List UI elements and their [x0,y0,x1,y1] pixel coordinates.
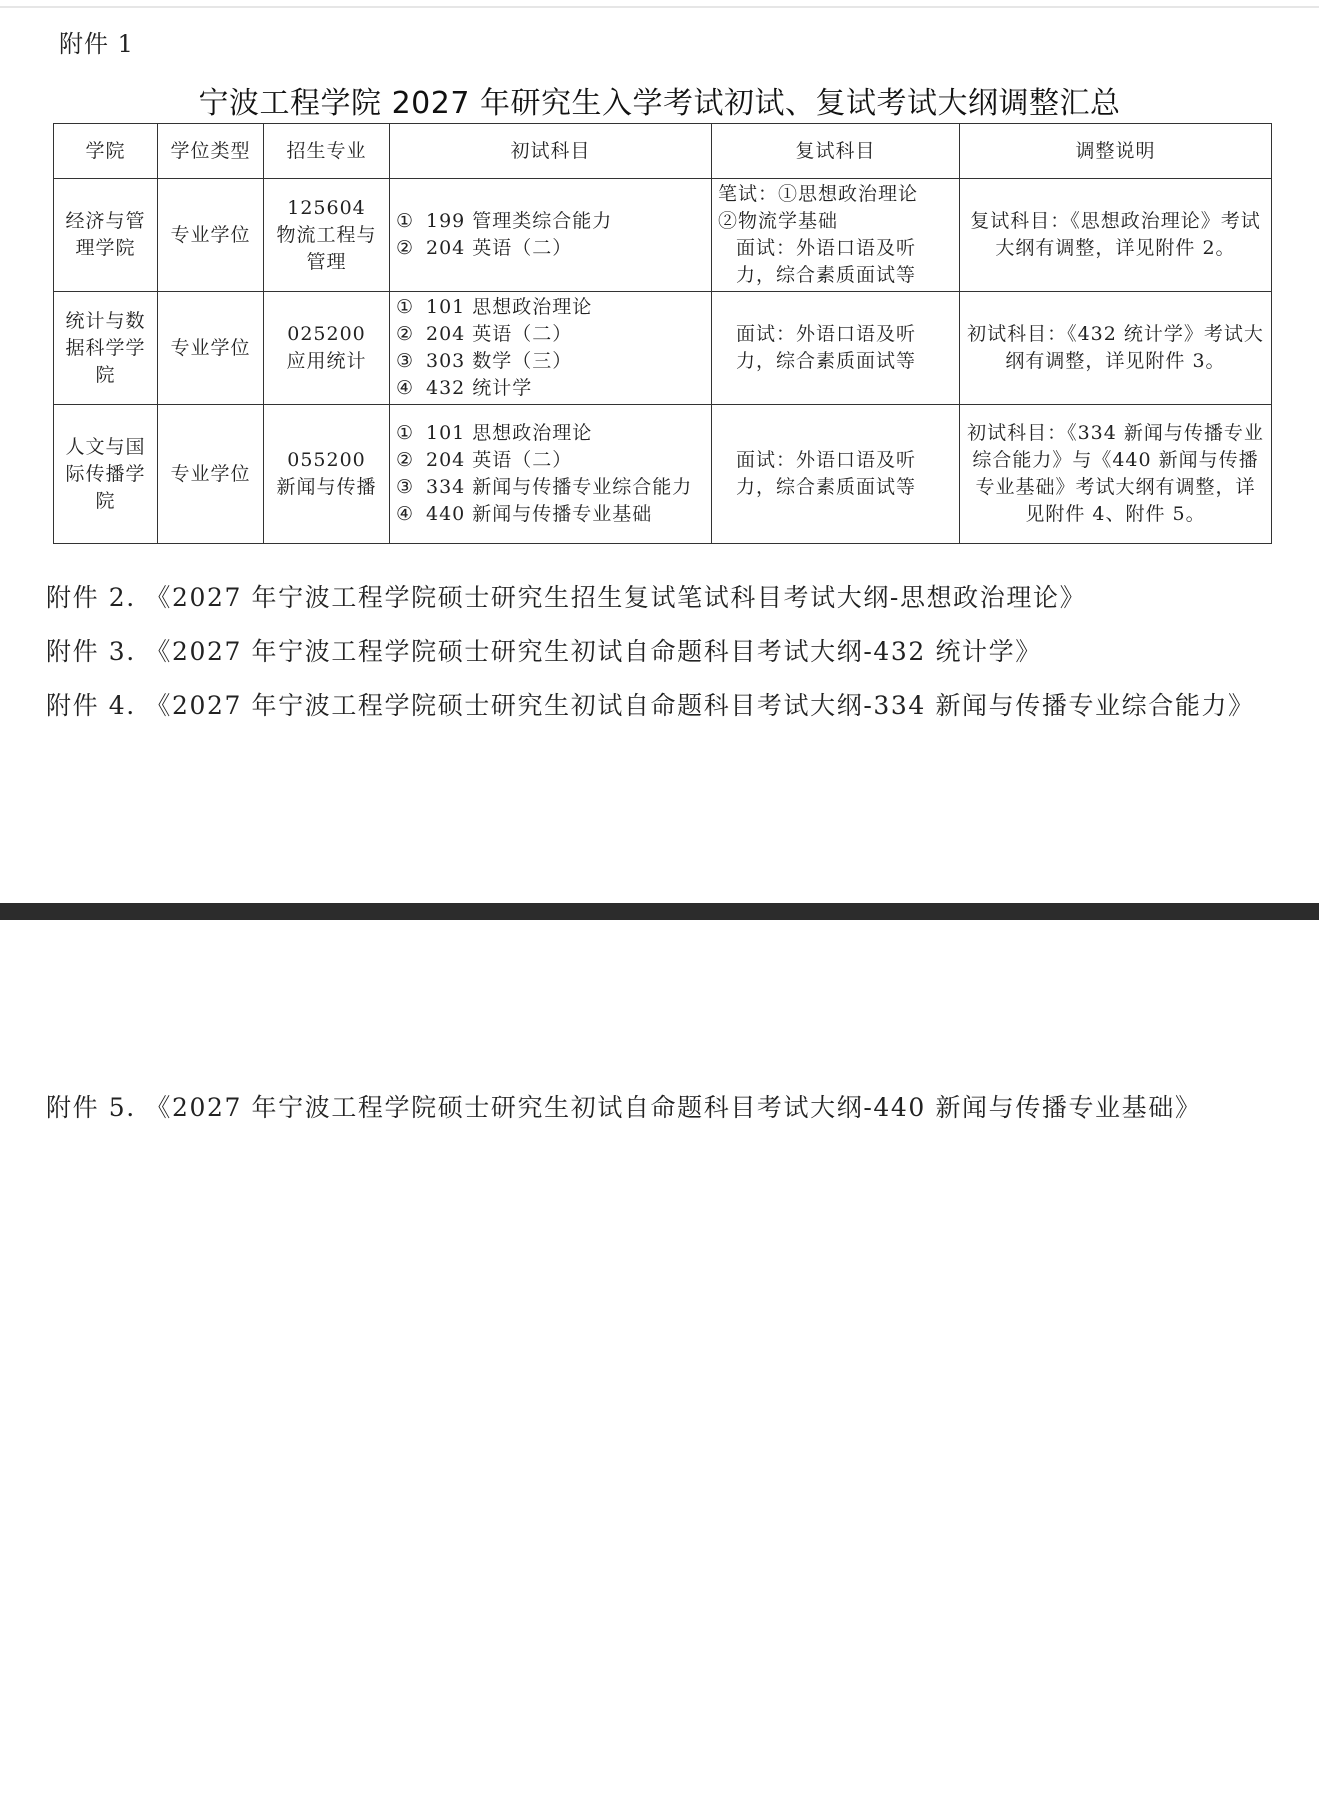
retest-subjects-cell [712,405,960,544]
header-adjustment-note: 调整说明 [960,124,1272,179]
retest-line: 面试：外语口语及听 [736,323,917,345]
table-header-row [54,124,1272,179]
major-code: 025200 [287,323,366,345]
retest-line: 力，综合素质面试等 [736,350,917,372]
retest-line: ②物流学基础 [718,210,839,232]
major-code: 055200 [287,449,366,471]
major-cell [264,179,390,292]
adjustment-summary-table [53,123,1272,544]
attachment-title: 《2027 年宁波工程学院硕士研究生初试自命题科目考试大纲-440 新闻与传播专业基础》 [145,1093,1202,1122]
subject-item: ② 204 英语（二） [396,323,573,345]
document-title: 宁波工程学院 2027 年研究生入学考试初试、复试考试大纲调整汇总 [198,86,1121,121]
attachment-item [46,632,1042,668]
subject-item: ② 204 英语（二） [396,237,573,259]
header-initial-subjects: 初试科目 [390,124,712,179]
initial-subjects-cell [390,405,712,544]
attachment-item [46,686,1255,722]
attachment-title: 《2027 年宁波工程学院硕士研究生招生复试笔试科目考试大纲-思想政治理论》 [145,583,1087,612]
adjustment-note-cell: 初试科目：《334 新闻与传播专业综合能力》与《440 新闻与传播专业基础》考试大纲有调整，详见附件 4、附件 5。 [960,405,1272,544]
degree-type-cell: 专业学位 [158,405,264,544]
subject-item: ① 101 思想政治理论 [396,422,593,444]
adjustment-note-cell: 复试科目：《思想政治理论》考试大纲有调整，详见附件 2。 [960,179,1272,292]
retest-line: 力，综合素质面试等 [736,264,917,286]
header-major: 招生专业 [264,124,390,179]
attachment-label: 附件 2. [46,583,136,612]
retest-line: 面试：外语口语及听 [736,449,917,471]
major-name: 新闻与传播 [276,476,377,498]
attachment-title: 《2027 年宁波工程学院硕士研究生初试自命题科目考试大纲-334 新闻与传播专业综合能力》 [145,691,1255,720]
attachment-item [46,578,1086,614]
table-row [54,405,1272,544]
attachment-label: 附件 3. [46,637,136,666]
table-row [54,179,1272,292]
attachment-title: 《2027 年宁波工程学院硕士研究生初试自命题科目考试大纲-432 统计学》 [145,637,1042,666]
retest-subjects-cell [712,292,960,405]
major-name: 物流工程与管理 [276,223,377,273]
subject-item: ② 204 英语（二） [396,449,573,471]
college-cell: 经济与管理学院 [54,179,158,292]
subject-item: ① 199 管理类综合能力 [396,210,613,232]
retest-line: 笔试：①思想政治理论 [718,183,919,205]
page-separator [0,903,1319,920]
header-college: 学院 [54,124,158,179]
attachment-label: 附件 4. [46,691,136,720]
subject-item: ③ 334 新闻与传播专业综合能力 [396,476,693,498]
header-retest-subjects: 复试科目 [712,124,960,179]
page-top-border [0,6,1319,8]
major-cell [264,405,390,544]
degree-type-cell: 专业学位 [158,179,264,292]
college-cell: 统计与数据科学学院 [54,292,158,405]
retest-line: 面试：外语口语及听 [736,237,917,259]
table-row [54,292,1272,405]
major-cell [264,292,390,405]
major-code: 125604 [287,196,366,219]
subject-item: ④ 432 统计学 [396,377,533,399]
major-name: 应用统计 [286,350,367,372]
header-degree-type: 学位类型 [158,124,264,179]
subject-item: ③ 303 数学（三） [396,350,573,372]
subject-item: ④ 440 新闻与传播专业基础 [396,503,653,525]
subject-item: ① 101 思想政治理论 [396,296,593,318]
attachment-item [46,1088,1201,1124]
attachment-label: 附件 5. [46,1093,136,1122]
degree-type-cell: 专业学位 [158,292,264,405]
retest-subjects-cell [712,179,960,292]
initial-subjects-cell [390,179,712,292]
college-cell: 人文与国际传播学院 [54,405,158,544]
retest-line: 力，综合素质面试等 [736,476,917,498]
initial-subjects-cell [390,292,712,405]
page-label: 附件 1 [59,30,134,58]
adjustment-note-cell: 初试科目：《432 统计学》考试大纲有调整，详见附件 3。 [960,292,1272,405]
